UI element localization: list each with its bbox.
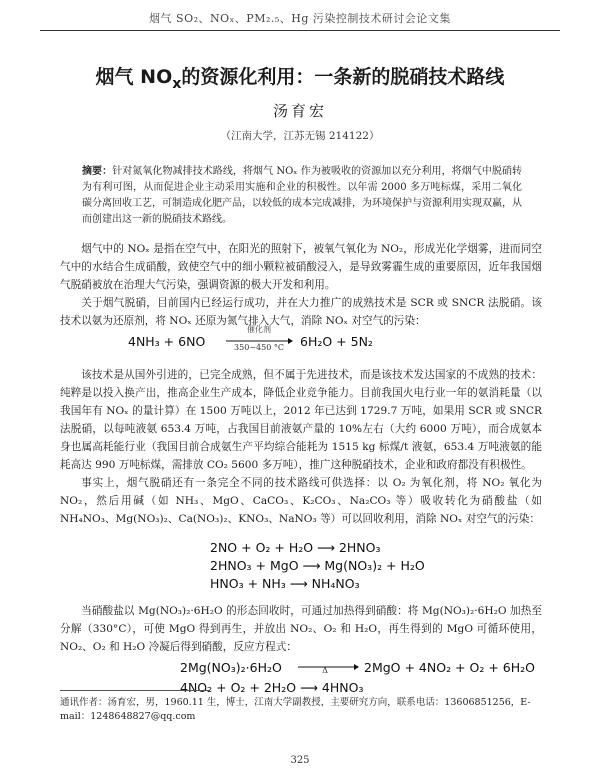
- equation-6: 4NO₂ + O₂ + 2H₂O ⟶ 4HNO₃: [180, 680, 364, 695]
- equation-5-left: 2Mg(NO₃)₂·6H₂O: [180, 660, 282, 675]
- affiliation: （江南大学，江苏无锡 214122）: [220, 130, 380, 142]
- paper-title: [60, 62, 540, 92]
- equation-2: 2NO + O₂ + H₂O ⟶ 2HNO₃: [210, 540, 381, 555]
- equation-4: HNO₃ + NH₃ ⟶ NH₄NO₃: [210, 576, 360, 591]
- abstract: [82, 164, 522, 228]
- equation-1-catalyst: 催化剂: [247, 325, 271, 334]
- title-subscript: x: [172, 75, 182, 92]
- paragraph-3: 该技术是从国外引进的，已完全成熟，但不属于先进技术，而是该技术发达国家的不成熟的技术：纯粹是以投入换产出，推高企业生产成本，降低企业竞争能力。目前我国火电行业一年的氨消耗量（以我国年有 NOₓ 的量计算）在 1500 万吨以上，2012 年已达到 1729.7 万吨，如果用 SCR 或 SNCR 法脱硝，以每吨液氨 653.4 万吨，占我国目前液氨产量的 10%左右（大约 6000 万吨），而合成氨本身也属高耗能行业（我国目前合成氨生产平均综合能耗为 1515 kg 标煤/t 液氨，653.4 万吨液氨的能耗高达 990 万吨标煤，需排放 CO₂ 5600 多万吨），推广这种脱硝技术，企业和政府都没有积极性。: [60, 369, 542, 471]
- paragraph-4: 事实上，烟气脱硝还有一条完全不同的技术路线可供选择：以 O₂ 为氧化剂，将 NO₂ 氧化为 NO₂，然后用碱（如 NH₃、MgO、CaCO₃、K₂CO₃、Na₂CO₃ 等）吸收转化为硝酸盐（如 NH₄NO₃、Mg(NO₃)₂、Ca(NO₃)₂、KNO₃、NaNO₃ 等）可以回收利用，消除 NOₓ 对空气的污染：: [60, 477, 542, 525]
- footnote-rule: [60, 690, 210, 691]
- paragraph-5: 当硝酸盐以 Mg(NO₃)₂·6H₂O 的形态回收时，可通过加热得到硝酸：将 Mg(NO₃)₂·6H₂O 加热至分解（330°C），可使 MgO 得到再生，并放出 NO₂、O₂ 和 H₂O，再生得到的 MgO 可循环使用，NO₂、O₂ 和 H₂O 冷凝后得到硝酸，反应方程式：: [60, 605, 542, 653]
- title-suffix: 的资源化利用：一条新的脱硝技术路线: [181, 66, 505, 88]
- equation-1-right: 6H₂O + 5N₂: [300, 334, 373, 349]
- equation-3: 2HNO₃ + MgO ⟶ Mg(NO₃)₂ + H₂O: [210, 558, 425, 573]
- page-number: 325: [290, 755, 310, 766]
- equation-5-right: 2MgO + 4NO₂ + O₂ + 6H₂O: [364, 660, 535, 675]
- author: 汤育宏: [272, 102, 327, 120]
- abstract-label: 摘要：: [82, 166, 113, 177]
- paragraph-1: 烟气中的 NOₓ 是指在空气中，在阳光的照射下，被氧气氧化为 NO₂，形成光化学烟雾，进而同空气中的水结合生成硝酸，致使空气中的细小颗粒被硝酸浸入，是导致雾霾生成的重要原因，近年我国烟气脱硝被放在治理大气污染，强调资源的极大开发和利用。: [60, 243, 542, 291]
- title-prefix: 烟气 NO: [95, 66, 173, 88]
- paragraph-2: 关于烟气脱硝，目前国内已经运行成功，并在大力推广的成熟技术是 SCR 或 SNCR 法脱硝。该技术以氨为还原剂，将 NOₓ 还原为氮气排入大气，消除 NOₓ 对空气的污染：: [60, 297, 542, 327]
- footnote: [60, 696, 542, 724]
- equation-5-heat: Δ: [322, 666, 328, 675]
- abstract-text: 针对氮氧化物减排技术路线，将烟气 NOₓ 作为被吸收的资源加以充分利用，将烟气中脱硝转为有利可图，从而促进企业主动采用实施和企业的积极性。以年需 2000 多万吨标煤，采用二氧化碳分离回收工艺，可制造成化肥产品，以较低的成本完成减排，为环境保护与资源利用实现双赢，从而创建出这一新的脱硝技术路线。: [82, 166, 523, 225]
- equation-1-temperature: 350~450 °C: [234, 343, 284, 352]
- equation-1-left: 4NH₃ + 6NO: [128, 334, 206, 349]
- footnote-text: 通讯作者：汤育宏，男，1960.11 生，博士，江南大学副教授，主要研究方向，联系电话：13606851256，E-mail：1248648827@qq.com: [60, 697, 531, 722]
- running-header: 烟气 SO₂、NOₓ、PM₂.₅、Hg 污染控制技术研讨会论文集: [40, 10, 560, 31]
